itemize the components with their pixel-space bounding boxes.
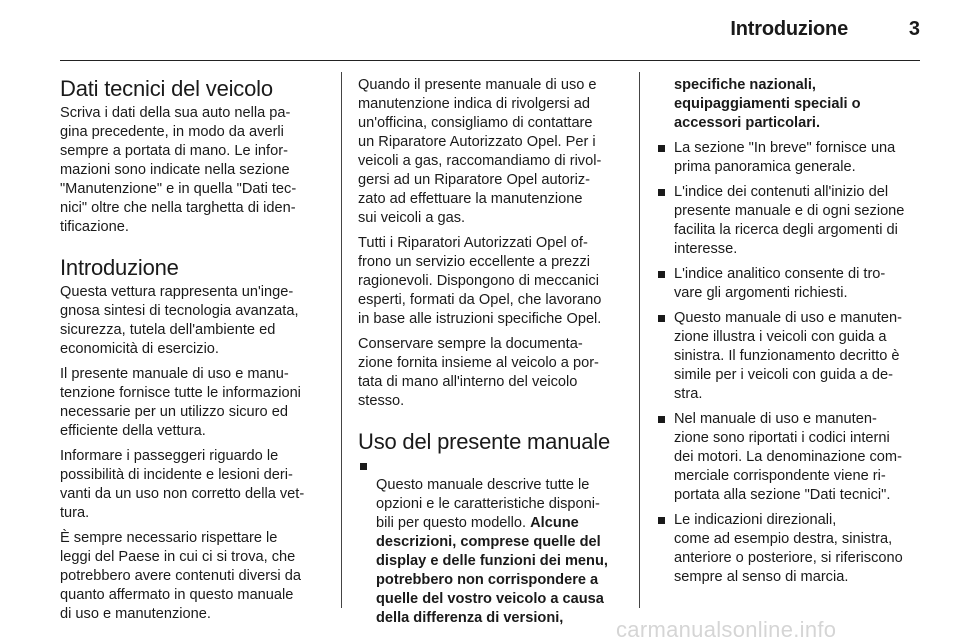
square-bullet-icon [658, 145, 665, 152]
list-item [656, 265, 924, 303]
square-bullet-icon [658, 416, 665, 423]
list-item-text: Nel manuale di uso e manuten- zione sono riportati i codici interni dei motori. La denominazione com- merciale corrispondente viene ri- portata alla sezione "Dati tecnici". [674, 411, 902, 503]
square-bullet-icon [658, 315, 665, 322]
column-2 [358, 76, 626, 634]
heading-introduzione: Introduzione [60, 255, 179, 280]
paragraph: Informare i passeggeri riguardo le possibilità di incidente e lesioni deri- vanti da un uso non corretto della vet- tura. [60, 448, 305, 521]
square-bullet-icon [658, 517, 665, 524]
paragraph: Conservare sempre la documenta- zione fornita insieme al veicolo a por- tata di mano all'interno del veicolo stesso. [358, 336, 599, 409]
paragraph: Quando il presente manuale di uso e manutenzione indica di rivolgersi ad un'officina, consigliamo di contattare un Riparatore Autorizzato Opel. Per i veicoli a gas, raccomandiamo di rivol- gersi ad un Riparatore Opel autoriz- zato ad effettuare la manutenzione sui veicoli a gas. [358, 77, 602, 226]
page-number: 3 [908, 18, 920, 40]
column-divider-1 [341, 72, 342, 608]
list-item-text: Questo manuale di uso e manuten- zione illustra i veicoli con guida a sinistra. Il funzionamento decritto è simile per i veicoli con guida a de- stra. [674, 310, 902, 402]
heading-dati-tecnici: Dati tecnici del veicolo [60, 76, 273, 101]
square-bullet-icon [658, 271, 665, 278]
paragraph: Tutti i Riparatori Autorizzati Opel of- frono un servizio eccellente a prezzi ragionevoli. Dispongono di meccanici esperti, formati da Opel, che lavorano in base alle istruzioni specifiche Opel. [358, 235, 602, 327]
list-item-text: Questo manuale descrive tutte le opzioni e le caratteristiche disponi- bili per questo modello. [376, 477, 600, 531]
list-item [656, 183, 924, 259]
list-item-continuation: specifiche nazionali, equipaggiamenti speciali o accessori particolari. [674, 77, 861, 131]
square-bullet-icon [658, 189, 665, 196]
paragraph: Questa vettura rappresenta un'inge- gnosa sintesi di tecnologia avanzata, sicurezza, tutela dell'ambiente ed economicità di esercizio. [60, 284, 299, 357]
square-bullet-icon [360, 463, 367, 470]
page-header [60, 18, 920, 48]
list-item-text: L'indice analitico consente di tro- vare gli argomenti richiesti. [674, 266, 886, 301]
list-item-bold-text: Alcune descrizioni, comprese quelle del display e delle funzioni dei menu, potrebbero non corrispondere a quelle del vostro veicolo a causa della differenza di versioni, [376, 515, 608, 626]
list-item [656, 309, 924, 404]
column-3 [656, 76, 924, 593]
column-divider-2 [639, 72, 640, 608]
list-item-text: Le indicazioni direzionali, come ad esempio destra, sinistra, anteriore o posteriore, si riferiscono sempre al senso di marcia. [674, 512, 903, 585]
header-rule [60, 60, 920, 61]
list-item [656, 511, 924, 587]
list-item [656, 139, 924, 177]
header-title: Introduzione [730, 18, 848, 40]
list-item-text: La sezione "In breve" fornisce una prima panoramica generale. [674, 140, 896, 175]
paragraph: È sempre necessario rispettare le leggi del Paese in cui ci si trova, che potrebbero avere contenuti diversi da quanto affermato in questo manuale di uso e manutenzione. [60, 530, 301, 622]
watermark: carmanualsonline.info [616, 617, 837, 642]
paragraph: Scriva i dati della sua auto nella pa- gina precedente, in modo da averli sempre a portata di mano. Le infor- mazioni sono indicate nella sezione "Manutenzione" e in quella "Dati tec- nici" oltre che nella targhetta di iden- tificazione. [60, 105, 297, 235]
heading-uso-manuale: Uso del presente manuale [358, 429, 611, 454]
list-item [358, 457, 626, 628]
list-item-text: L'indice dei contenuti all'inizio del presente manuale e di ogni sezione facilita la ricerca degli argomenti di interesse. [674, 184, 905, 257]
list-item [656, 410, 924, 505]
paragraph: Il presente manuale di uso e manu- tenzione fornisce tutte le informazioni necessarie per un utilizzo sicuro ed efficiente della vettura. [60, 366, 301, 439]
column-1 [60, 76, 328, 630]
